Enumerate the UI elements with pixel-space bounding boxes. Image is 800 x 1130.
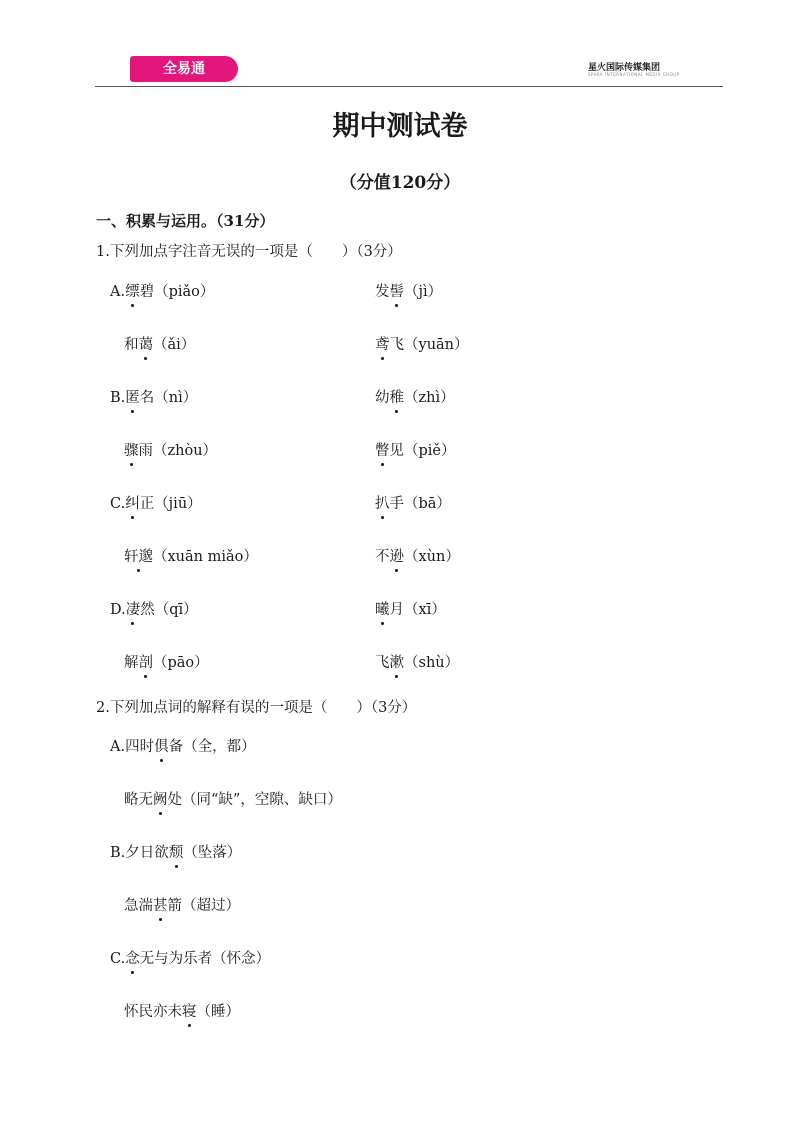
dotted-char: 俱 — [154, 735, 169, 756]
dotted-char: 鸢 — [375, 333, 390, 354]
dotted-char: 轩邈 — [124, 545, 153, 566]
q2-option-c-line1 — [110, 947, 270, 968]
q1-option-b-right1 — [375, 386, 455, 407]
dotted-char: 漱 — [390, 651, 405, 672]
dotted-char: 髻 — [390, 280, 405, 301]
text: （睡） — [196, 1004, 240, 1020]
q1-option-c-right1 — [375, 492, 451, 513]
q1-option-b-left2 — [124, 439, 217, 460]
q1-option-a-left1 — [110, 280, 214, 301]
dotted-char: 瞥 — [375, 439, 390, 460]
q1-option-d-left1 — [110, 598, 198, 619]
dotted-char: 稚 — [390, 386, 405, 407]
q2-option-a-line2 — [124, 788, 342, 809]
question-1-stem: 1.下列加点字注音无误的一项是（ ）（3分） — [96, 244, 402, 260]
text: （shù） — [404, 655, 460, 671]
text: 备（全，都） — [168, 739, 256, 755]
dotted-char: 缥 — [125, 280, 140, 301]
option-label: A. — [110, 739, 126, 755]
option-label: B. — [110, 390, 126, 406]
dotted-char: 匿 — [125, 386, 140, 407]
dotted-char: 寝 — [182, 1000, 197, 1021]
text: 然（qī） — [140, 602, 198, 618]
publisher-name: 星火国际传媒集团 — [588, 63, 661, 73]
dotted-char: 凄 — [126, 598, 141, 619]
text: 和 — [124, 337, 139, 353]
page-title: 期中测试卷 — [332, 111, 468, 142]
text: （xuān miǎo） — [153, 549, 258, 565]
dotted-char: 扒 — [375, 492, 390, 513]
q1-option-d-right1 — [375, 598, 446, 619]
brand-logo: 全易通 — [130, 56, 238, 82]
q1-option-a-right2 — [375, 333, 469, 354]
text: 处（同“缺”，空隙、缺口） — [167, 792, 342, 808]
q1-option-c-left1 — [110, 492, 202, 513]
text: 碧（piǎo） — [139, 284, 215, 300]
text: 月（xī） — [389, 602, 446, 618]
dotted-char: 逊 — [390, 545, 405, 566]
q1-option-b-left1 — [110, 386, 197, 407]
option-label: A. — [110, 284, 126, 300]
text: 飞 — [375, 655, 390, 671]
q1-option-a-right1 — [375, 280, 442, 301]
text: （ǎi） — [153, 337, 196, 353]
text: 急湍 — [124, 898, 153, 914]
header-divider — [95, 86, 723, 87]
text: （pāo） — [153, 655, 209, 671]
text: （坠落） — [183, 845, 242, 861]
q2-option-a-line1 — [110, 735, 256, 756]
section-heading: 一、积累与运用。（31分） — [96, 212, 275, 230]
dotted-char: 念 — [125, 947, 140, 968]
publisher-english-name: SPARK INTERNATIONAL MEDIA GROUP — [588, 72, 680, 77]
text: 幼 — [375, 390, 390, 406]
text: 箭（超过） — [167, 898, 240, 914]
text: 四时 — [125, 739, 155, 755]
text: 无与为乐者（怀念） — [139, 951, 271, 967]
dotted-char: 纠 — [125, 492, 140, 513]
option-label: C. — [110, 951, 126, 967]
q1-option-d-right2 — [375, 651, 459, 672]
q1-option-c-left2 — [124, 545, 258, 566]
text: 见（piě） — [389, 443, 456, 459]
q1-option-a-left2 — [124, 333, 195, 354]
question-2-stem: 2.下列加点词的解释有误的一项是（ ）（3分） — [96, 700, 417, 716]
text: 雨（zhòu） — [138, 443, 218, 459]
dotted-char: 甚 — [153, 894, 168, 915]
text: 略无 — [124, 792, 153, 808]
text: 夕日欲 — [125, 845, 169, 861]
text: 怀民亦未 — [124, 1004, 182, 1020]
text: 名（nì） — [139, 390, 198, 406]
option-label: C. — [110, 496, 126, 512]
q2-option-b-line1 — [110, 841, 241, 862]
q2-option-c-line2 — [124, 1000, 240, 1021]
dotted-char: 骤 — [124, 439, 139, 460]
text: 手（bā） — [389, 496, 451, 512]
text: （xùn） — [404, 549, 460, 565]
option-label: D. — [110, 602, 126, 618]
text: （zhì） — [404, 390, 455, 406]
dotted-char: 蔼 — [139, 333, 154, 354]
dotted-char: 剖 — [139, 651, 154, 672]
q1-option-c-right2 — [375, 545, 460, 566]
text: （jì） — [404, 284, 443, 300]
score-subtitle: （分值120分） — [339, 173, 461, 193]
text: 不 — [375, 549, 390, 565]
text: 飞（yuān） — [389, 337, 469, 353]
option-label: B. — [110, 845, 126, 861]
dotted-char: 阙 — [153, 788, 168, 809]
q1-option-d-left2 — [124, 651, 209, 672]
text: 解 — [124, 655, 139, 671]
dotted-char: 曦 — [375, 598, 390, 619]
text: 发 — [375, 284, 390, 300]
q1-option-b-right2 — [375, 439, 456, 460]
dotted-char: 颓 — [169, 841, 184, 862]
text: 正（jiū） — [139, 496, 202, 512]
q2-option-b-line2 — [124, 894, 240, 915]
